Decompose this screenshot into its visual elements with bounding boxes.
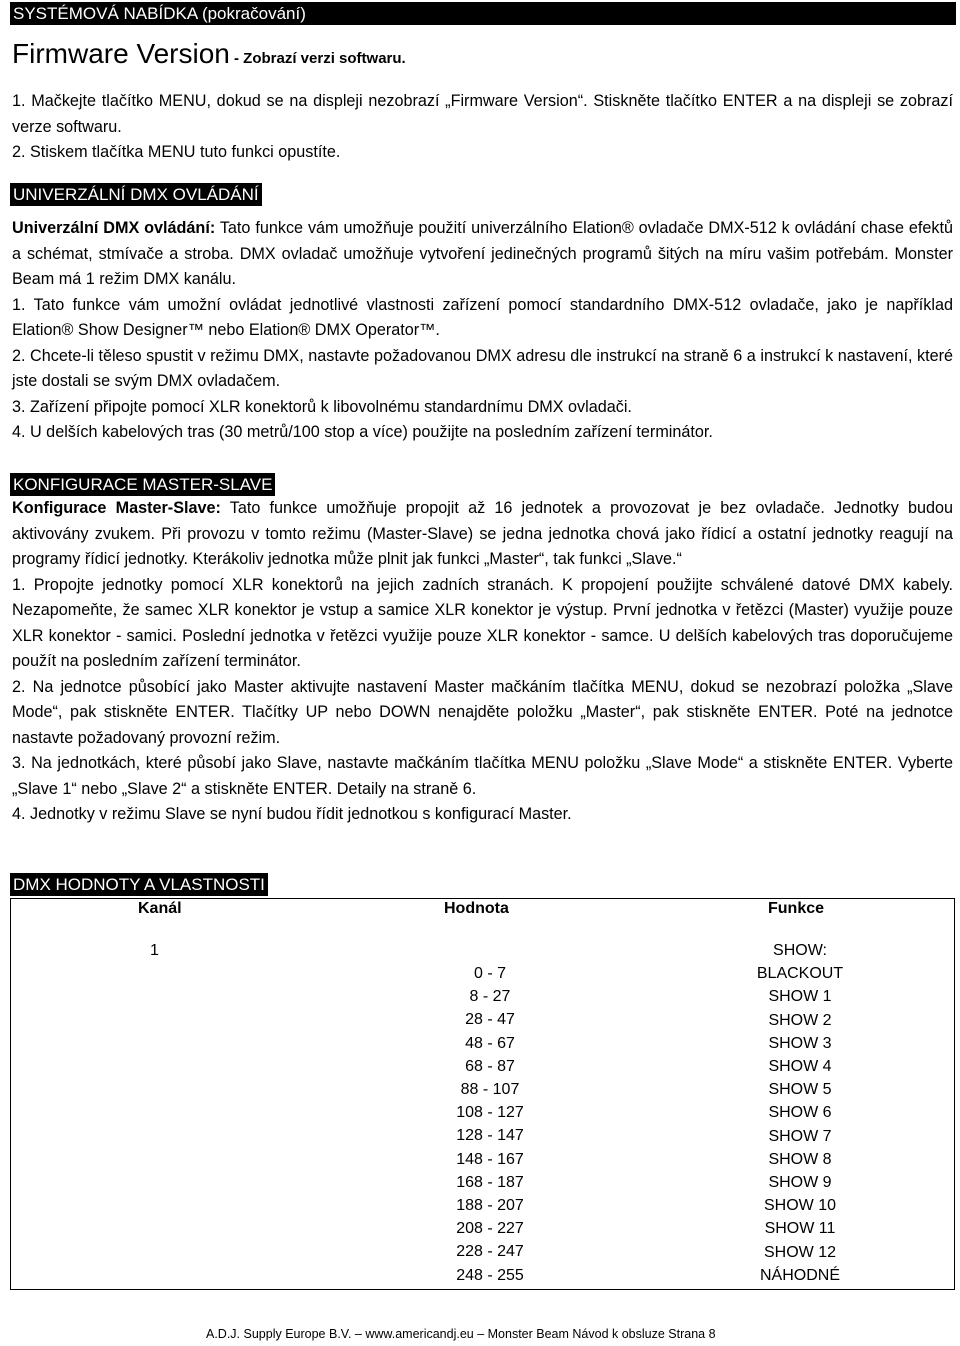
- section-bar-dmx-control: UNIVERZÁLNÍ DMX OVLÁDÁNÍ: [10, 183, 262, 206]
- page-footer: A.D.J. Supply Europe B.V. – www.americandj.eu – Monster Beam Návod k obsluze Strana 8: [206, 1327, 716, 1341]
- function-cell: SHOW 6: [768, 1104, 832, 1122]
- value-cell: 48 - 67: [465, 1034, 515, 1052]
- section-bar-system-menu: SYSTÉMOVÁ NABÍDKA (pokračování): [10, 2, 956, 25]
- function-cell: SHOW 10: [763, 1197, 836, 1215]
- dmx-step: 1. Tato funkce vám umožní ovládat jednotlivé vlastnosti zařízení pomocí standardního DMX-512 ovladače, jako je například Elation® Show Designer™ nebo Elation® DMX Operator™.: [12, 295, 953, 339]
- master-slave-step: 2. Na jednotce působící jako Master aktivujte nastavení Master mačkáním tlačítka MENU, dokud se nezobrazí položka „Slave Mode“, pak stiskněte ENTER. Tlačítky UP nebo DOWN nenajděte položku „Master“, pak stiskněte ENTER. Poté na jednotce nastavte požadovaný provozní režim.: [12, 677, 953, 747]
- master-slave-intro-text: Tato funkce umožňuje propojit až 16 jednotek a provozovat je bez ovladače. Jednotky budou aktivovány zvukem. Při provozu v tomto režimu (Master-Slave) se jedna jednotka chová jako řídicí a ostatní jednotky reagují na programy řídicí jednotky. Kterákoliv jednotka může plnit jak funkci „Master“, tak funkci „Slave.“: [12, 499, 953, 568]
- dmx-intro-text: Tato funkce vám umožňuje použití univerzálního Elation® ovladače DMX-512 k ovládání chase efektů a schémat, stmívače a stroba. DMX ovladač umožňuje vytvoření jedinečných programů šitých na míru vašim potřebám. Monster Beam má 1 režim DMX kanálu.: [12, 219, 953, 288]
- column-header-channel: Kanál: [138, 900, 182, 917]
- function-column: [730, 939, 870, 1287]
- function-cell: SHOW 11: [764, 1220, 836, 1238]
- firmware-heading: [12, 38, 406, 70]
- value-cell: 208 - 227: [456, 1220, 524, 1238]
- value-cell: 168 - 187: [456, 1173, 524, 1191]
- value-cell: 88 - 107: [460, 1081, 520, 1099]
- value-cell: 68 - 87: [465, 1057, 515, 1075]
- section-bar-master-slave: KONFIGURACE MASTER-SLAVE: [10, 473, 275, 496]
- dmx-control-text: [12, 216, 953, 446]
- value-cell: 28 - 47: [465, 1011, 515, 1029]
- firmware-step: 1. Mačkejte tlačítko MENU, dokud se na displeji nezobrazí „Firmware Version“. Stiskněte tlačítko ENTER a na displeji se zobrazí verze softwaru.: [12, 92, 953, 136]
- dmx-step: 2. Chcete-li těleso spustit v režimu DMX, nastavte požadovanou DMX adresu dle instrukcí na straně 6 a instrukcí k nastavení, které jste dostali se svým DMX ovladačem.: [12, 346, 953, 390]
- function-group-label: SHOW:: [773, 942, 827, 959]
- dmx-step: 4. U delších kabelových tras (30 metrů/100 stop a více) použijte na posledním zařízení terminátor.: [12, 423, 713, 441]
- dmx-intro-label: Univerzální DMX ovládání:: [12, 219, 216, 237]
- channel-cell: 1: [150, 942, 159, 959]
- firmware-step: 2. Stiskem tlačítka MENU tuto funkci opustíte.: [12, 143, 341, 161]
- master-slave-step: 1. Propojte jednotky pomocí XLR konektorů na jejich zadních stranách. K propojení použijte schválené datové DMX kabely. Nezapomeňte, že samec XLR konektor je vstup a samice XLR konektor je výstup. První jednotka v řetězci (Master) využije pouze XLR konektor - samici. Poslední jednotka v řetězci využije pouze XLR konektor - samce. U delších kabelových tras doporučujeme použít na posledním zařízení terminátor.: [12, 575, 953, 670]
- section-bar-dmx-values: DMX HODNOTY A VLASTNOSTI: [10, 873, 268, 896]
- firmware-steps: [12, 89, 953, 166]
- column-header-function: Funkce: [768, 900, 825, 917]
- function-cell: SHOW 9: [768, 1174, 832, 1192]
- function-cell: SHOW 8: [768, 1150, 832, 1168]
- function-cell: SHOW 5: [768, 1081, 832, 1099]
- value-cell: 128 - 147: [456, 1127, 524, 1145]
- value-cell: 0 - 7: [473, 965, 506, 982]
- firmware-subtitle: - Zobrazí verzi softwaru.: [229, 50, 406, 67]
- value-cell: 248 - 255: [456, 1266, 524, 1284]
- value-cell: 8 - 27: [469, 988, 511, 1006]
- function-cell: SHOW 12: [763, 1243, 836, 1261]
- value-cell: 188 - 207: [456, 1197, 524, 1215]
- value-cell: 108 - 127: [456, 1104, 524, 1122]
- master-slave-intro: [12, 496, 953, 573]
- dmx-intro: [12, 216, 953, 293]
- function-cell: SHOW 4: [768, 1058, 832, 1076]
- value-column: [430, 962, 550, 1287]
- firmware-title: Firmware Version: [12, 38, 230, 69]
- function-cell: SHOW 2: [768, 1011, 832, 1029]
- column-header-value: Hodnota: [444, 900, 509, 917]
- function-cell: SHOW 1: [768, 988, 832, 1006]
- master-slave-step: 4. Jednotky v režimu Slave se nyní budou řídit jednotkou s konfigurací Master.: [12, 805, 572, 823]
- master-slave-intro-label: Konfigurace Master-Slave:: [12, 499, 221, 517]
- master-slave-text: [12, 496, 953, 828]
- function-cell: NÁHODNÉ: [759, 1266, 840, 1284]
- function-cell: BLACKOUT: [756, 965, 844, 983]
- dmx-step: 3. Zařízení připojte pomocí XLR konektorů k libovolnému standardnímu DMX ovladači.: [12, 397, 632, 416]
- master-slave-step: 3. Na jednotkách, které působí jako Slave, nastavte mačkáním tlačítka MENU položku „Slave Mode“ a stiskněte ENTER. Vyberte „Slave 1“ nebo „Slave 2“ a stiskněte ENTER. Detaily na straně 6.: [12, 754, 953, 798]
- function-cell: SHOW 7: [768, 1127, 832, 1145]
- value-cell: 228 - 247: [456, 1243, 524, 1261]
- function-cell: SHOW 3: [768, 1034, 832, 1052]
- value-cell: 148 - 167: [456, 1150, 524, 1168]
